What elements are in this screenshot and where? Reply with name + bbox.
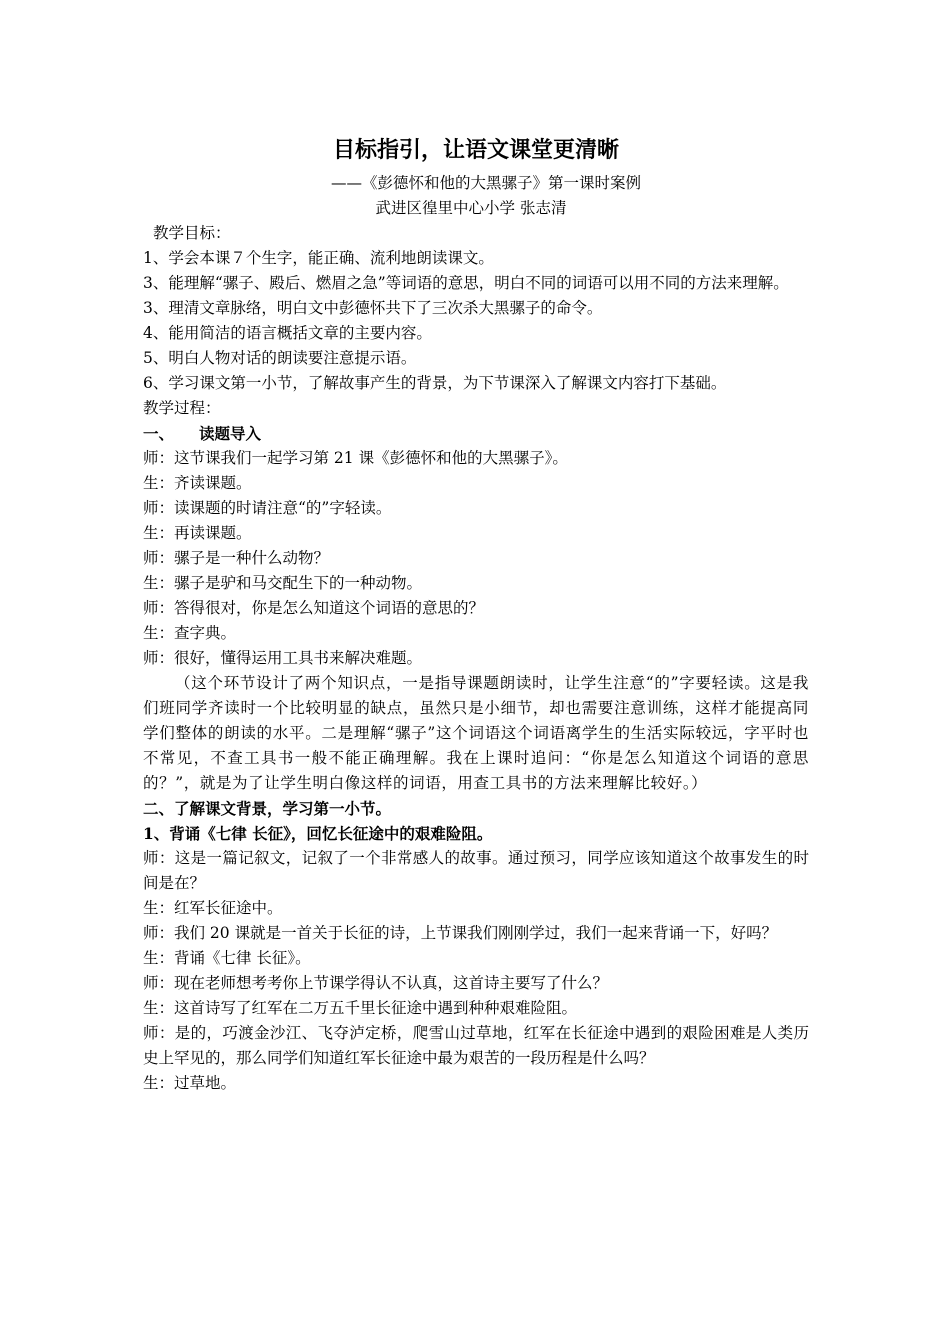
dialogue-line: 生：骡子是驴和马交配生下的一种动物。 <box>143 574 423 592</box>
dialogue-line: 师：现在老师想考考你上节课学得认不认真，这首诗主要写了什么？ <box>143 974 609 992</box>
teaching-note: （这个环节设计了两个知识点，一是指导课题朗读时，让学生注意“的”字要轻读。这是我们班同学齐读时一个比较明显的缺点，虽然只是小细节，却也需要注意训练，这样才能提高同学们整体的朗读的水平。二是理解“骡子”这个词语这个词语离学生的生活实际较远，字平时也不常见，不查工具书一般不能正确理解。我在上课时追问：“你是怎么知道这个词语的意思的？”，就是为了让学生明白像这样的词语，用查工具书的方法来理解比较好。） <box>143 674 809 792</box>
process-heading: 教学过程： <box>143 399 221 417</box>
dialogue-line: 师：读课题的时请注意“的”字轻读。 <box>143 499 392 517</box>
goal-item: 1、学会本课７个生字，能正确、流利地朗读课文。 <box>143 249 494 267</box>
document-page <box>143 131 809 1096</box>
dialogue-line: 生：再读课题。 <box>143 524 252 542</box>
dialogue-line: 生：这首诗写了红军在二万五千里长征途中遇到种种艰难险阻。 <box>143 999 578 1017</box>
dialogue-line: 师：我们 20 课就是一首关于长征的诗，上节课我们刚刚学过，我们一起来背诵一下，好吗？ <box>143 924 778 942</box>
dialogue-line: 生：齐读课题。 <box>143 474 252 492</box>
goal-item: 3、能理解“骡子、殿后、燃眉之急”等词语的意思，明白不同的词语可以用不同的方法来理解。 <box>143 274 789 292</box>
dialogue-line: 师：答得很对，你是怎么知道这个词语的意思的？ <box>143 599 485 617</box>
document-author: 武进区徨里中心小学 张志清 <box>375 199 567 217</box>
section-1-heading <box>143 421 809 446</box>
dialogue-line: 师：这节课我们一起学习第 21 课《彭德怀和他的大黑骡子》。 <box>143 449 568 467</box>
section-1-number: 一、 <box>143 424 175 443</box>
section-1-title: 读题导入 <box>199 424 262 443</box>
dialogue-line: 生：背诵《七律 长征》。 <box>143 949 311 967</box>
dialogue-line: 生：红军长征途中。 <box>143 899 283 917</box>
dialogue-line: 师：这是一篇记叙文，记叙了一个非常感人的故事。通过预习，同学应该知道这个故事发生的时间是在？ <box>143 849 809 892</box>
goals-heading: 教学目标： <box>153 224 231 242</box>
goal-item: 3、理清文章脉络，明白文中彭德怀共下了三次杀大黑骡子的命令。 <box>143 299 603 317</box>
dialogue-line: 生：过草地。 <box>143 1074 237 1092</box>
document-subtitle: ——《彭德怀和他的大黑骡子》第一课时案例 <box>330 174 641 192</box>
goal-item: 4、能用简洁的语言概括文章的主要内容。 <box>143 324 432 342</box>
dialogue-line: 师：很好，懂得运用工具书来解决难题。 <box>143 649 423 667</box>
document-title: 目标指引，让语文课堂更清晰 <box>332 138 619 163</box>
dialogue-line: 生：查字典。 <box>143 624 237 642</box>
dialogue-line: 师：是的，巧渡金沙江、飞夺泸定桥，爬雪山过草地，红军在长征途中遇到的艰险困难是人类历史上罕见的，那么同学们知道红军长征途中最为艰苦的一段历程是什么吗？ <box>143 1024 809 1067</box>
goal-item: 6、学习课文第一小节，了解故事产生的背景，为下节课深入了解课文内容打下基础。 <box>143 374 727 392</box>
section-2-subheading: 1、背诵《七律 长征》，回忆长征途中的艰难险阻。 <box>143 824 493 843</box>
section-2-heading: 二、了解课文背景，学习第一小节。 <box>143 799 392 818</box>
goal-item: 5、明白人物对话的朗读要注意提示语。 <box>143 349 417 367</box>
dialogue-line: 师：骡子是一种什么动物？ <box>143 549 330 567</box>
